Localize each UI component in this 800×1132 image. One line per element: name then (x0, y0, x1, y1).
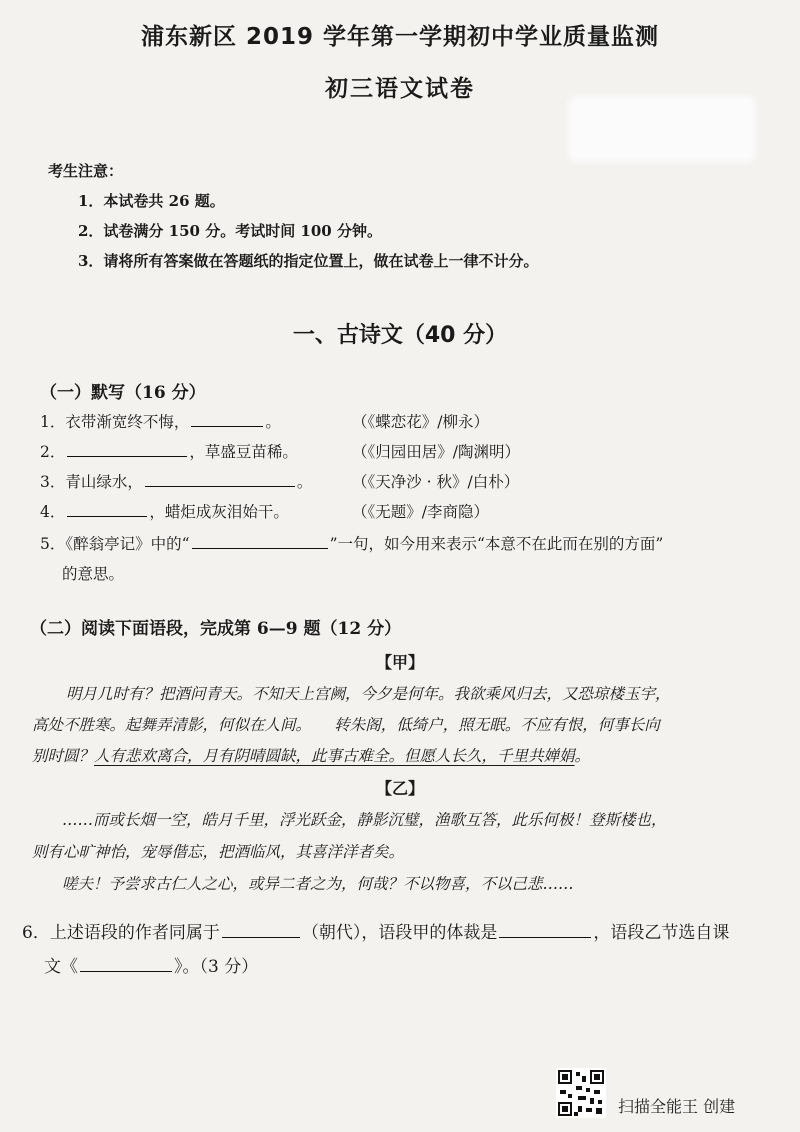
passage-yi-line: ……而或长烟一空，皓月千里，浮光跃金，静影沉璧，渔歌互答，此乐何极！登斯楼也， (62, 811, 667, 829)
answer-blank[interactable] (499, 920, 591, 938)
passage-jia-line: 别时圆？人有悲欢离合，月有阴晴圆缺，此事古难全。但愿人长久，千里共婵娟。 (32, 747, 591, 765)
question-6: 6．上述语段的作者同属于 （朝代），语段甲的体裁是 ，语段乙节选自课 (22, 918, 729, 943)
notice-item: 2．试卷满分 150 分。考试时间 100 分钟。 (78, 222, 382, 240)
question-3: 3．青山绿水， 。 (40, 470, 312, 492)
section-title: 一、古诗文（40 分） (292, 323, 508, 348)
source-4: （《无题》/李商隐） (352, 503, 489, 521)
answer-blank[interactable] (222, 920, 300, 938)
source-2: （《归园田居》/陶渊明） (352, 443, 520, 461)
source-3: （《天净沙 · 秋》/白朴） (352, 473, 520, 491)
notice-heading: 考生注意： (48, 162, 124, 180)
passage-yi-line: 嗟夫！予尝求古仁人之心，或异二者之为，何哉？不以物喜，不以己悲…… (62, 875, 574, 893)
question-4: 4． ，蜡炬成灰泪始干。 (40, 500, 289, 522)
page-subtitle: 初三语文试卷 (325, 76, 475, 102)
page-title: 浦东新区 2019 学年第一学期初中学业质量监测 (140, 24, 660, 50)
answer-blank[interactable] (67, 441, 187, 458)
notice-item: 1．本试卷共 26 题。 (78, 192, 225, 210)
passage-yi-line: 则有心旷神怡，宠辱偕忘，把酒临风，其喜洋洋者矣。 (32, 843, 405, 861)
passage-jia-line: 高处不胜寒。起舞弄清影，何似在人间。 转朱阁，低绮户，照无眠。不应有恨，何事长向 (32, 716, 660, 734)
source-1: （《蝶恋花》/柳永） (352, 413, 489, 431)
notice-item: 3．请将所有答案做在答题纸的指定位置上，做在试卷上一律不计分。 (78, 252, 539, 270)
question-6-cont: 文《 》。（3 分） (44, 952, 258, 977)
part1-heading: （一）默写（16 分） (40, 383, 206, 403)
passage-jia-line: 明月几时有？把酒问青天。不知天上宫阙，今夕是何年。我欲乘风归去，又恐琼楼玉宇， (66, 685, 671, 703)
question-2: 2． ，草盛豆苗稀。 (40, 440, 298, 462)
answer-blank[interactable] (80, 954, 172, 972)
answer-blank[interactable] (191, 411, 263, 428)
question-1: 1．衣带渐宽终不悔， 。 (40, 410, 281, 432)
redacted-area (572, 100, 752, 158)
answer-blank[interactable] (192, 533, 328, 550)
answer-blank[interactable] (67, 501, 147, 518)
part2-heading: （二）阅读下面语段，完成第 6—9 题（12 分） (30, 619, 402, 639)
question-5: 5．《醉翁亭记》中的“ ”一句，如今用来表示“本意不在此而在别的方面” (40, 532, 663, 554)
qr-code-icon (556, 1068, 606, 1118)
passage-yi-label: 【乙】 (375, 779, 424, 798)
answer-blank[interactable] (145, 471, 295, 488)
underlined-sentence: 人有悲欢离合，月有阴晴圆缺，此事古难全。但愿人长久，千里共婵娟 (94, 747, 575, 765)
question-5-cont: 的意思。 (62, 565, 125, 583)
passage-jia-label: 【甲】 (375, 653, 424, 672)
scanner-watermark: 扫描全能王 创建 (618, 1097, 736, 1116)
